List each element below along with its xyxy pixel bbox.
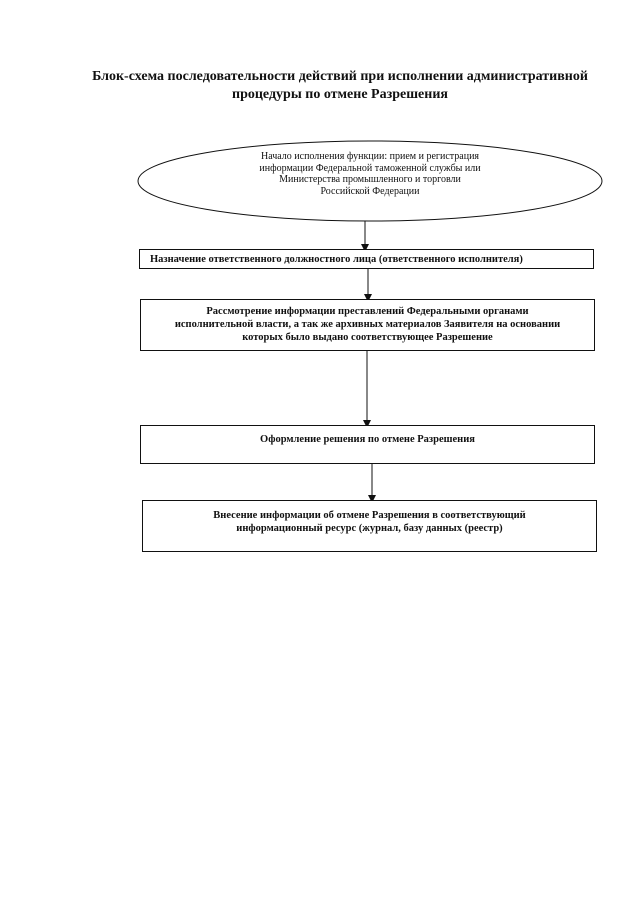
- review-step-line-2: исполнительной власти, а так же архивных материалов Заявителя на основании: [174, 319, 561, 330]
- start-step-text: [215, 151, 525, 197]
- record-step-line-2: информационный ресурс (журнал, базу данных (реестр): [236, 523, 503, 534]
- diagram-title-line-1: Блок-схема последовательности действий при исполнении административной: [92, 69, 588, 84]
- review-step-line-3: которых было выдано соответствующее Разрешение: [242, 332, 493, 343]
- decision-step-box: [140, 425, 595, 464]
- start-step-line-3: Министерства промышленного и торговли: [279, 174, 461, 185]
- assign-step-text: Назначение ответственного должностного лица (ответственного исполнителя): [150, 254, 523, 265]
- start-step-line-2: информации Федеральной таможенной службы или: [259, 162, 481, 174]
- start-step-line-1: Начало исполнения функции: прием и регистрация: [260, 151, 480, 162]
- assign-step-box: [139, 249, 594, 269]
- diagram-title-line-2: процедуры по отмене Разрешения: [232, 87, 448, 102]
- start-step-line-4: Российской Федерации: [320, 185, 420, 197]
- decision-step-text: Оформление решения по отмене Разрешения: [260, 434, 475, 445]
- record-step-line-1: Внесение информации об отмене Разрешения в соответствующий: [213, 510, 526, 521]
- record-step-box: [142, 500, 597, 552]
- review-step-line-1: Рассмотрение информации преставлений Федеральными органами: [206, 306, 529, 317]
- review-step-box: [140, 299, 595, 351]
